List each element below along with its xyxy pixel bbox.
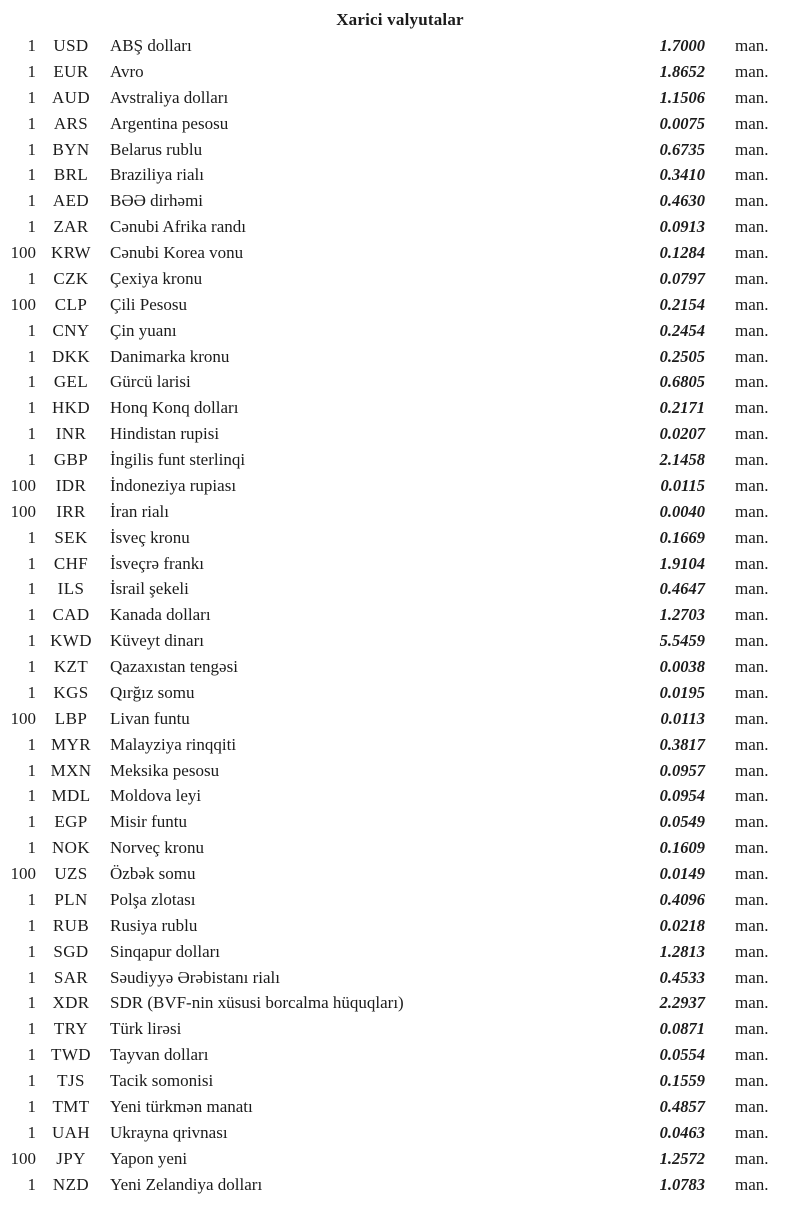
table-row bbox=[0, 162, 800, 188]
quantity-cell: 1 bbox=[27, 1019, 36, 1039]
quantity-cell: 1 bbox=[27, 993, 36, 1013]
table-row bbox=[0, 680, 800, 706]
currency-name-cell: Səudiyyə Ərəbistanı rialı bbox=[110, 967, 280, 987]
rate-cell: 0.2171 bbox=[659, 398, 705, 418]
table-row bbox=[0, 576, 800, 602]
quantity-cell: 100 bbox=[10, 708, 36, 728]
quantity-cell: 1 bbox=[27, 1174, 36, 1194]
currency-code-cell: EGP bbox=[54, 812, 88, 832]
currency-name-cell: Gürcü larisi bbox=[110, 372, 191, 392]
quantity-cell: 1 bbox=[27, 87, 36, 107]
unit-cell: man. bbox=[735, 165, 769, 185]
unit-cell: man. bbox=[735, 1071, 769, 1090]
unit-cell: man. bbox=[735, 553, 769, 573]
currency-code-cell: BYN bbox=[52, 139, 90, 159]
currency-code-cell: SAR bbox=[53, 967, 89, 987]
rate-cell: 1.0783 bbox=[659, 1174, 705, 1194]
quantity-cell: 1 bbox=[27, 1122, 36, 1142]
rate-cell: 0.0957 bbox=[659, 760, 705, 780]
rate-cell: 0.0463 bbox=[659, 1122, 705, 1142]
rate-cell: 0.0038 bbox=[659, 657, 705, 676]
rate-cell: 2.2937 bbox=[659, 993, 705, 1013]
currency-code-cell: BRL bbox=[53, 165, 89, 185]
currency-name-cell: Avstraliya dolları bbox=[110, 87, 229, 107]
rate-cell: 0.6735 bbox=[659, 139, 705, 159]
table-row bbox=[0, 111, 800, 137]
quantity-cell: 1 bbox=[27, 838, 36, 858]
table-row bbox=[0, 499, 800, 525]
currency-name-cell: SDR (BVF-nin xüsusi borcalma hüquqları) bbox=[110, 993, 404, 1013]
table-row bbox=[0, 85, 800, 111]
table-row bbox=[0, 809, 800, 835]
table-row bbox=[0, 525, 800, 551]
unit-cell: man. bbox=[735, 657, 769, 676]
unit-cell: man. bbox=[735, 61, 769, 81]
currency-name-cell: Türk lirəsi bbox=[110, 1019, 182, 1039]
currency-name-cell: Avro bbox=[110, 61, 144, 81]
currency-code-cell: CAD bbox=[52, 605, 90, 625]
rate-cell: 0.0954 bbox=[659, 786, 705, 806]
currency-code-cell: GBP bbox=[53, 450, 89, 469]
currency-code-cell: MDL bbox=[51, 786, 91, 806]
currency-code-cell: NOK bbox=[51, 838, 91, 858]
currency-name-cell: Livan funtu bbox=[110, 708, 190, 728]
quantity-cell: 1 bbox=[27, 346, 36, 366]
rate-cell: 0.4857 bbox=[659, 1096, 705, 1116]
quantity-cell: 1 bbox=[27, 424, 36, 444]
table-row bbox=[0, 395, 800, 421]
unit-cell: man. bbox=[735, 1096, 769, 1116]
currency-name-cell: Malayziya rinqqiti bbox=[110, 734, 237, 754]
table-row bbox=[0, 473, 800, 499]
rate-cell: 0.0218 bbox=[659, 915, 705, 935]
rate-cell: 0.0797 bbox=[659, 268, 705, 288]
quantity-cell: 1 bbox=[27, 372, 36, 392]
currency-code-cell: CLP bbox=[54, 294, 88, 314]
currency-name-cell: Qırğız somu bbox=[110, 682, 195, 702]
table-row bbox=[0, 292, 800, 318]
table-row bbox=[0, 758, 800, 784]
unit-cell: man. bbox=[735, 708, 769, 728]
rate-cell: 0.4096 bbox=[659, 889, 705, 909]
unit-cell: man. bbox=[735, 36, 769, 55]
rate-cell: 0.0195 bbox=[659, 682, 705, 702]
unit-cell: man. bbox=[735, 217, 769, 237]
quantity-cell: 1 bbox=[27, 579, 36, 599]
table-row bbox=[0, 344, 800, 370]
table-row bbox=[0, 835, 800, 861]
quantity-cell: 1 bbox=[27, 1071, 36, 1090]
unit-cell: man. bbox=[735, 579, 769, 599]
currency-code-cell: TWD bbox=[51, 1045, 91, 1065]
quantity-cell: 1 bbox=[27, 812, 36, 832]
currency-name-cell: İran rialı bbox=[110, 501, 169, 521]
currency-name-cell: Belarus rublu bbox=[110, 139, 203, 159]
currency-code-cell: UAH bbox=[51, 1122, 91, 1142]
currency-code-cell: LBP bbox=[54, 708, 88, 728]
currency-name-cell: Honq Konq dolları bbox=[110, 398, 239, 418]
unit-cell: man. bbox=[735, 191, 769, 211]
currency-code-cell: RUB bbox=[52, 915, 90, 935]
currency-code-cell: XDR bbox=[52, 993, 90, 1013]
quantity-cell: 1 bbox=[27, 398, 36, 418]
rate-cell: 1.2813 bbox=[659, 941, 705, 961]
unit-cell: man. bbox=[735, 1045, 769, 1065]
currency-code-cell: IRR bbox=[56, 501, 86, 521]
table-row bbox=[0, 1120, 800, 1146]
table-row bbox=[0, 1146, 800, 1172]
currency-code-cell: AED bbox=[52, 191, 90, 211]
currency-code-cell: SGD bbox=[53, 941, 89, 961]
quantity-cell: 1 bbox=[27, 450, 36, 469]
quantity-cell: 1 bbox=[27, 553, 36, 573]
currency-code-cell: ILS bbox=[57, 579, 85, 599]
currency-name-cell: Yapon yeni bbox=[110, 1148, 188, 1168]
table-row bbox=[0, 240, 800, 266]
table-row bbox=[0, 551, 800, 577]
table-row bbox=[0, 887, 800, 913]
unit-cell: man. bbox=[735, 450, 769, 469]
quantity-cell: 100 bbox=[10, 243, 36, 262]
table-row bbox=[0, 1016, 800, 1042]
currency-name-cell: ABŞ dolları bbox=[110, 36, 192, 55]
currency-code-cell: KWD bbox=[50, 631, 92, 651]
unit-cell: man. bbox=[735, 501, 769, 521]
currency-name-cell: Qazaxıstan tengəsi bbox=[110, 657, 238, 676]
currency-table bbox=[0, 33, 800, 1197]
rate-cell: 0.4647 bbox=[659, 579, 705, 599]
quantity-cell: 1 bbox=[27, 113, 36, 133]
currency-name-cell: Rusiya rublu bbox=[110, 915, 198, 935]
table-row bbox=[0, 861, 800, 887]
currency-name-cell: Cənubi Afrika randı bbox=[110, 217, 246, 237]
unit-cell: man. bbox=[735, 372, 769, 392]
table-row bbox=[0, 1068, 800, 1094]
table-row bbox=[0, 913, 800, 939]
currency-name-cell: Tayvan dolları bbox=[110, 1045, 209, 1065]
currency-code-cell: MYR bbox=[51, 734, 91, 754]
currency-name-cell: BƏƏ dirhəmi bbox=[110, 191, 204, 211]
currency-name-cell: Yeni türkmən manatı bbox=[110, 1096, 253, 1116]
currency-code-cell: EUR bbox=[53, 61, 89, 81]
rate-cell: 1.2703 bbox=[659, 605, 705, 625]
quantity-cell: 1 bbox=[27, 36, 36, 55]
rate-cell: 1.7000 bbox=[659, 36, 705, 55]
unit-cell: man. bbox=[735, 139, 769, 159]
unit-cell: man. bbox=[735, 967, 769, 987]
currency-code-cell: ZAR bbox=[53, 217, 89, 237]
unit-cell: man. bbox=[735, 1174, 769, 1194]
table-row bbox=[0, 706, 800, 732]
quantity-cell: 1 bbox=[27, 734, 36, 754]
unit-cell: man. bbox=[735, 915, 769, 935]
table-row bbox=[0, 447, 800, 473]
currency-name-cell: Küveyt dinarı bbox=[110, 631, 204, 651]
table-row bbox=[0, 33, 800, 59]
table-row bbox=[0, 1094, 800, 1120]
currency-code-cell: ARS bbox=[53, 113, 89, 133]
unit-cell: man. bbox=[735, 268, 769, 288]
currency-code-cell: INR bbox=[55, 424, 87, 444]
unit-cell: man. bbox=[735, 346, 769, 366]
currency-name-cell: Yeni Zelandiya dolları bbox=[110, 1174, 263, 1194]
unit-cell: man. bbox=[735, 475, 769, 495]
rate-cell: 0.1559 bbox=[659, 1071, 705, 1090]
quantity-cell: 100 bbox=[10, 864, 36, 883]
table-row bbox=[0, 990, 800, 1016]
currency-code-cell: SEK bbox=[54, 527, 88, 547]
quantity-cell: 1 bbox=[27, 605, 36, 625]
unit-cell: man. bbox=[735, 1122, 769, 1142]
table-row bbox=[0, 1042, 800, 1068]
quantity-cell: 1 bbox=[27, 941, 36, 961]
table-row bbox=[0, 965, 800, 991]
currency-name-cell: İsveçrə frankı bbox=[110, 553, 204, 573]
rate-cell: 0.0871 bbox=[659, 1019, 705, 1039]
currency-name-cell: Meksika pesosu bbox=[110, 760, 220, 780]
table-row bbox=[0, 939, 800, 965]
quantity-cell: 1 bbox=[27, 1096, 36, 1116]
currency-code-cell: TMT bbox=[52, 1096, 90, 1116]
unit-cell: man. bbox=[735, 682, 769, 702]
currency-name-cell: Çexiya kronu bbox=[110, 268, 203, 288]
unit-cell: man. bbox=[735, 786, 769, 806]
rate-cell: 0.0113 bbox=[660, 708, 705, 728]
quantity-cell: 1 bbox=[27, 889, 36, 909]
rate-cell: 0.2154 bbox=[659, 294, 705, 314]
currency-name-cell: Özbək somu bbox=[110, 864, 196, 883]
table-row bbox=[0, 654, 800, 680]
quantity-cell: 100 bbox=[10, 475, 36, 495]
currency-name-cell: Argentina pesosu bbox=[110, 113, 229, 133]
rate-cell: 1.9104 bbox=[659, 553, 705, 573]
quantity-cell: 1 bbox=[27, 967, 36, 987]
quantity-cell: 1 bbox=[27, 760, 36, 780]
unit-cell: man. bbox=[735, 605, 769, 625]
unit-cell: man. bbox=[735, 1148, 769, 1168]
quantity-cell: 1 bbox=[27, 657, 36, 676]
quantity-cell: 1 bbox=[27, 191, 36, 211]
currency-name-cell: Kanada dolları bbox=[110, 605, 211, 625]
currency-name-cell: Polşa zlotası bbox=[110, 889, 196, 909]
quantity-cell: 1 bbox=[27, 268, 36, 288]
rate-cell: 5.5459 bbox=[659, 631, 705, 651]
rate-cell: 0.0549 bbox=[659, 812, 705, 832]
rate-cell: 0.4630 bbox=[659, 191, 705, 211]
quantity-cell: 1 bbox=[27, 217, 36, 237]
currency-name-cell: Misir funtu bbox=[110, 812, 187, 832]
rate-cell: 0.3817 bbox=[659, 734, 705, 754]
currency-code-cell: GEL bbox=[53, 372, 89, 392]
currency-name-cell: Çin yuanı bbox=[110, 320, 177, 340]
table-row bbox=[0, 369, 800, 395]
quantity-cell: 1 bbox=[27, 527, 36, 547]
currency-name-cell: Braziliya rialı bbox=[110, 165, 204, 185]
rate-cell: 0.0149 bbox=[659, 864, 705, 883]
currency-code-cell: UZS bbox=[54, 864, 88, 883]
quantity-cell: 100 bbox=[10, 1148, 36, 1168]
table-row bbox=[0, 421, 800, 447]
currency-code-cell: PLN bbox=[54, 889, 88, 909]
rate-cell: 0.3410 bbox=[659, 165, 705, 185]
rate-cell: 0.1609 bbox=[659, 838, 705, 858]
table-row bbox=[0, 214, 800, 240]
currency-code-cell: IDR bbox=[55, 475, 87, 495]
currency-name-cell: İsrail şekeli bbox=[110, 579, 189, 599]
quantity-cell: 1 bbox=[27, 915, 36, 935]
rate-cell: 0.1284 bbox=[659, 243, 705, 262]
table-row bbox=[0, 318, 800, 344]
unit-cell: man. bbox=[735, 424, 769, 444]
unit-cell: man. bbox=[735, 87, 769, 107]
currency-code-cell: TJS bbox=[57, 1071, 85, 1090]
rate-cell: 2.1458 bbox=[659, 450, 705, 469]
currency-name-cell: Sinqapur dolları bbox=[110, 941, 221, 961]
quantity-cell: 1 bbox=[27, 165, 36, 185]
currency-code-cell: USD bbox=[53, 36, 89, 55]
currency-code-cell: MXN bbox=[50, 760, 92, 780]
unit-cell: man. bbox=[735, 993, 769, 1013]
rate-cell: 0.0207 bbox=[659, 424, 705, 444]
currency-code-cell: KRW bbox=[51, 243, 91, 262]
table-row bbox=[0, 783, 800, 809]
unit-cell: man. bbox=[735, 812, 769, 832]
rate-cell: 0.6805 bbox=[659, 372, 705, 392]
quantity-cell: 1 bbox=[27, 682, 36, 702]
currency-name-cell: Ukrayna qrivnası bbox=[110, 1122, 228, 1142]
unit-cell: man. bbox=[735, 889, 769, 909]
rate-cell: 0.0040 bbox=[659, 501, 705, 521]
unit-cell: man. bbox=[735, 527, 769, 547]
currency-code-cell: CHF bbox=[53, 553, 89, 573]
quantity-cell: 1 bbox=[27, 61, 36, 81]
rate-cell: 0.2454 bbox=[659, 320, 705, 340]
quantity-cell: 1 bbox=[27, 786, 36, 806]
unit-cell: man. bbox=[735, 398, 769, 418]
table-row bbox=[0, 628, 800, 654]
table-row bbox=[0, 137, 800, 163]
unit-cell: man. bbox=[735, 294, 769, 314]
rate-cell: 0.4533 bbox=[659, 967, 705, 987]
table-row bbox=[0, 266, 800, 292]
table-row bbox=[0, 602, 800, 628]
currency-name-cell: Norveç kronu bbox=[110, 838, 204, 858]
currency-name-cell: Hindistan rupisi bbox=[110, 424, 220, 444]
table-row bbox=[0, 1172, 800, 1198]
currency-code-cell: NZD bbox=[52, 1174, 90, 1194]
quantity-cell: 100 bbox=[10, 501, 36, 521]
currency-code-cell: KZT bbox=[53, 657, 89, 676]
currency-code-cell: HKD bbox=[51, 398, 91, 418]
rate-cell: 0.0115 bbox=[660, 475, 705, 495]
unit-cell: man. bbox=[735, 864, 769, 883]
quantity-cell: 1 bbox=[27, 139, 36, 159]
rate-cell: 0.0554 bbox=[659, 1045, 705, 1065]
currency-name-cell: İngilis funt sterlinqi bbox=[110, 450, 246, 469]
currency-code-cell: AUD bbox=[51, 87, 91, 107]
unit-cell: man. bbox=[735, 734, 769, 754]
rate-cell: 1.2572 bbox=[659, 1148, 705, 1168]
unit-cell: man. bbox=[735, 760, 769, 780]
page-title: Xarici valyutalar bbox=[336, 10, 464, 29]
currency-code-cell: DKK bbox=[51, 346, 91, 366]
unit-cell: man. bbox=[735, 113, 769, 133]
currency-name-cell: Tacik somonisi bbox=[110, 1071, 214, 1090]
quantity-cell: 100 bbox=[10, 294, 36, 314]
currency-name-cell: Cənubi Korea vonu bbox=[110, 243, 244, 262]
quantity-cell: 1 bbox=[27, 320, 36, 340]
table-row bbox=[0, 188, 800, 214]
currency-code-cell: CNY bbox=[52, 320, 90, 340]
currency-name-cell: İndoneziya rupiası bbox=[110, 475, 237, 495]
rate-cell: 1.1506 bbox=[659, 87, 705, 107]
unit-cell: man. bbox=[735, 631, 769, 651]
rate-cell: 0.2505 bbox=[659, 346, 705, 366]
currency-code-cell: CZK bbox=[53, 268, 89, 288]
unit-cell: man. bbox=[735, 320, 769, 340]
unit-cell: man. bbox=[735, 941, 769, 961]
currency-name-cell: Moldova leyi bbox=[110, 786, 202, 806]
unit-cell: man. bbox=[735, 838, 769, 858]
currency-code-cell: JPY bbox=[56, 1148, 86, 1168]
currency-name-cell: İsveç kronu bbox=[110, 527, 190, 547]
unit-cell: man. bbox=[735, 1019, 769, 1039]
currency-code-cell: KGS bbox=[53, 682, 89, 702]
currency-code-cell: TRY bbox=[53, 1019, 89, 1039]
rate-cell: 0.0075 bbox=[659, 113, 705, 133]
quantity-cell: 1 bbox=[27, 1045, 36, 1065]
unit-cell: man. bbox=[735, 243, 769, 262]
rate-cell: 0.1669 bbox=[659, 527, 705, 547]
rate-cell: 0.0913 bbox=[659, 217, 705, 237]
table-row bbox=[0, 59, 800, 85]
currency-name-cell: Danimarka kronu bbox=[110, 346, 230, 366]
currency-name-cell: Çili Pesosu bbox=[110, 294, 187, 314]
table-row bbox=[0, 732, 800, 758]
quantity-cell: 1 bbox=[27, 631, 36, 651]
rate-cell: 1.8652 bbox=[659, 61, 705, 81]
